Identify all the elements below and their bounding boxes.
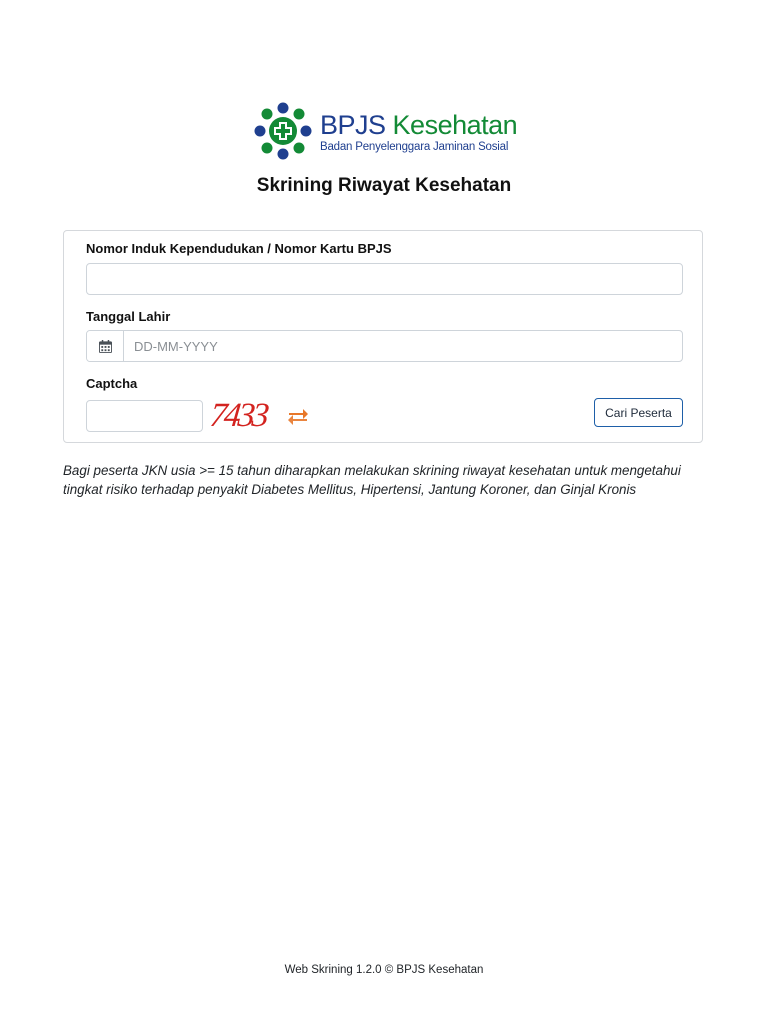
logo-brand-first: BPJS: [320, 109, 386, 140]
captcha-label: Captcha: [86, 376, 138, 391]
logo-title: [320, 110, 517, 140]
birthdate-input[interactable]: [124, 331, 682, 361]
bpjs-logo: [254, 102, 516, 160]
nik-input[interactable]: [86, 263, 683, 295]
refresh-icon[interactable]: [286, 405, 310, 427]
calendar-icon[interactable]: [87, 331, 124, 361]
birthdate-input-group: [86, 330, 683, 362]
captcha-input[interactable]: [86, 400, 203, 432]
search-participant-button[interactable]: Cari Peserta: [594, 398, 683, 427]
birthdate-label: Tanggal Lahir: [86, 309, 171, 324]
logo-brand-second: Kesehatan: [392, 109, 518, 140]
calendar-icon-glyph: [99, 340, 112, 353]
logo-text: [320, 110, 517, 153]
page-title: Skrining Riwayat Kesehatan: [256, 175, 512, 196]
nik-label: Nomor Induk Kependudukan / Nomor Kartu BPJS: [86, 241, 392, 256]
search-form-card: [63, 230, 703, 443]
captcha-image: 7433: [208, 397, 268, 434]
bpjs-logo-icon: [254, 102, 312, 160]
info-text: Bagi peserta JKN usia >= 15 tahun diharapkan melakukan skrining riwayat kesehatan untuk mengetahui tingkat risiko terhadap penyakit Diabetes Mellitus, Hipertensi, Jantung Koroner, dan Ginjal Kronis: [63, 463, 681, 497]
footer: Web Skrining 1.2.0 © BPJS Kesehatan: [284, 964, 484, 976]
logo-subtitle: Badan Penyelenggara Jaminan Sosial: [320, 140, 509, 153]
